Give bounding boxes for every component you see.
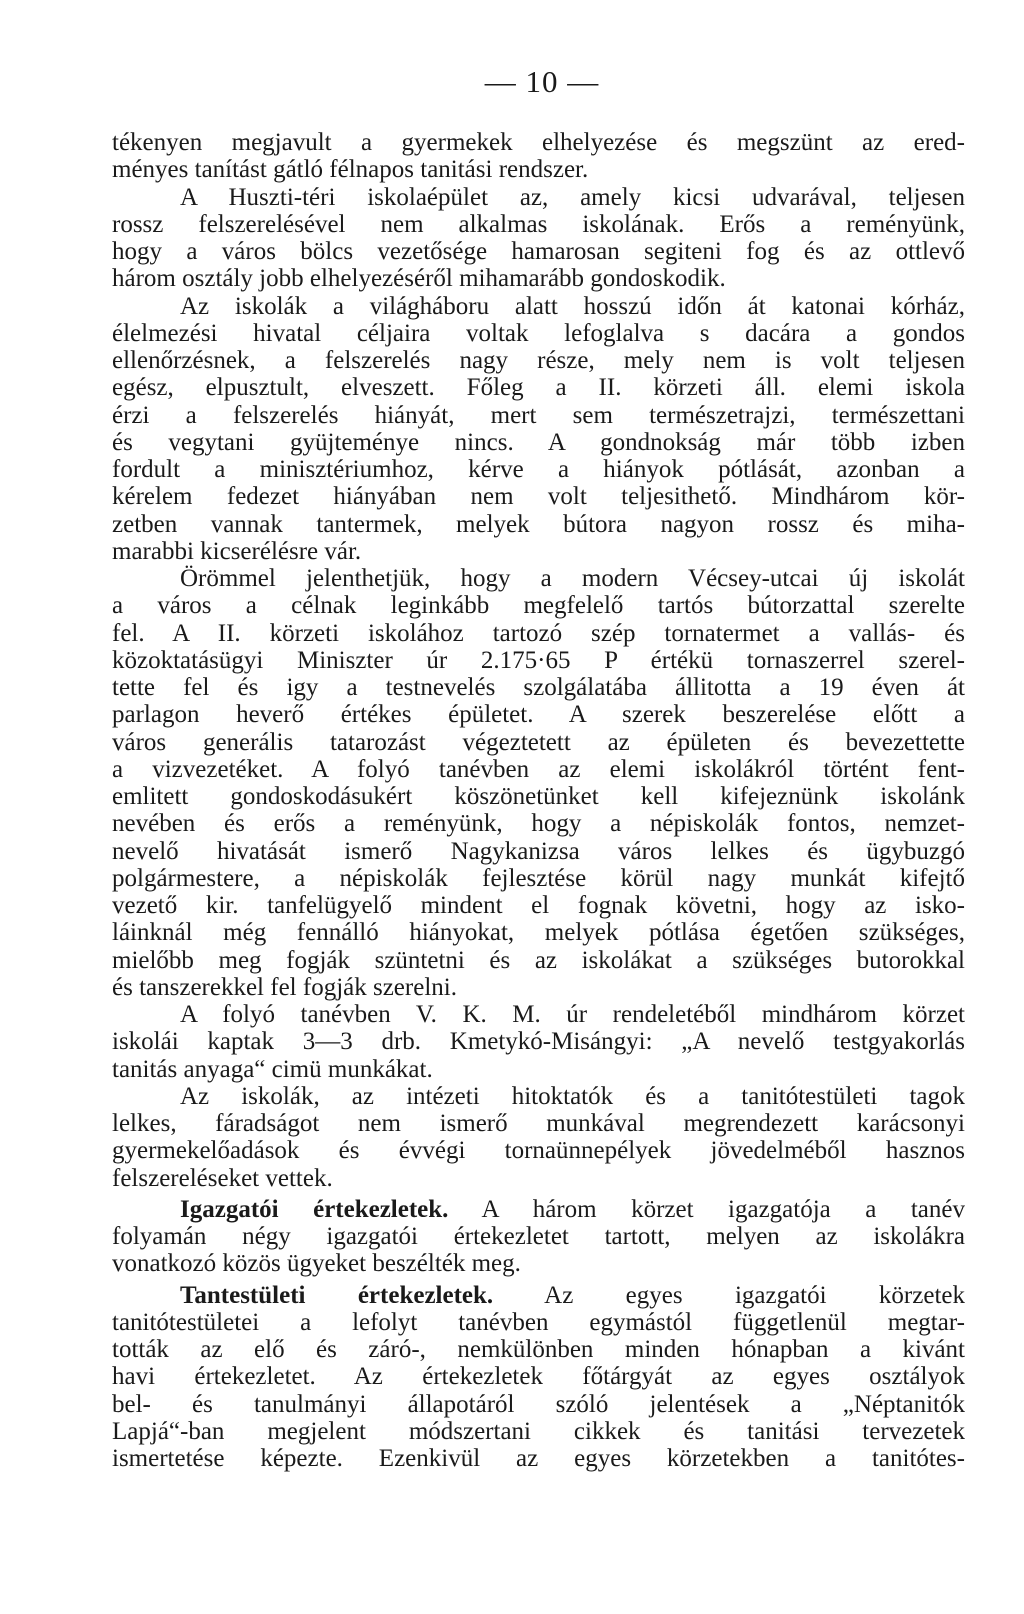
text-line: [112, 320, 965, 347]
line-text: ismertetése képezte. Ezenkivül az egyes körzetekben a tanitótes-: [112, 1445, 965, 1472]
line-text: felszereléseket vettek.: [112, 1164, 333, 1192]
line-text: tékenyen megjavult a gyermekek elhelyezése és megszünt az ered-: [112, 129, 965, 156]
section-run-in-heading: Igazgatói értekezletek.: [180, 1195, 449, 1223]
section-run-in-heading: Tantestületi értekezletek.: [180, 1281, 494, 1309]
line-text: zetben vannak tantermek, melyek bútora nagyon rossz és miha-: [112, 510, 965, 538]
text-line: [112, 974, 965, 1001]
text-line: [112, 374, 965, 401]
line-text: kérelem fedezet hiányában nem volt teljesithető. Mindhárom kör-: [112, 483, 965, 511]
text-line: [112, 1363, 965, 1390]
line-text: és vegytani gyüjteménye nincs. A gondnokság már több izben: [112, 428, 965, 456]
line-text: érzi a felszerelés hiányát, mert sem természetrajzi, természettani: [112, 401, 965, 429]
text-line: [112, 1196, 965, 1223]
line-text: Örömmel jelenthetjük, hogy a modern Vécsey-utcai új iskolát: [180, 565, 965, 592]
text-line: [112, 184, 965, 211]
text-line: [112, 592, 965, 619]
text-line: [112, 347, 965, 374]
line-text: tette fel és igy a testnevelés szolgálatába állitotta a 19 éven át: [112, 674, 965, 701]
text-line: [112, 429, 965, 456]
text-line: [112, 701, 965, 728]
text-line: [112, 729, 965, 756]
text-line: [112, 783, 965, 810]
text-line: [112, 1282, 965, 1309]
text-line: [112, 483, 965, 510]
text-line: [112, 1028, 965, 1055]
text-line: [112, 838, 965, 865]
line-text: és tanszerekkel fel fogják szerelni.: [112, 973, 457, 1001]
line-text: gyermekelőadások és évvégi tornaünnepélyek jövedelméből hasznos: [112, 1137, 965, 1165]
text-line: [112, 538, 965, 565]
line-text: láinknál még fennálló hiányokat, melyek pótlása égetően szükséges,: [112, 919, 965, 947]
text-line: [112, 565, 965, 592]
line-text: Az iskolák a világháboru alatt hosszú időn át katonai kórház,: [180, 292, 965, 320]
text-line: [112, 1056, 965, 1083]
line-text: fordult a minisztériumhoz, kérve a hiányok pótlását, azonban a: [112, 456, 965, 483]
text-line: [112, 674, 965, 701]
text-line: [112, 265, 965, 292]
text-line: [112, 756, 965, 783]
line-text: város generális tatarozást végeztetett az épületen és bevezettette: [112, 728, 965, 756]
text-line: [112, 1110, 965, 1137]
line-text: hogy a város bölcs vezetősége hamarosan segiteni fog és az ottlevő: [112, 238, 965, 265]
page-number: — 10 —: [484, 64, 600, 99]
text-line: [112, 1137, 965, 1164]
line-text: vezető kir. tanfelügyelő mindent el fognak követni, hogy az isko-: [112, 892, 965, 919]
text-line: [112, 1083, 965, 1110]
text-line: [112, 810, 965, 837]
line-text: A folyó tanévben V. K. M. úr rendeletéből mindhárom körzet: [180, 1001, 965, 1028]
text-line: [112, 1418, 965, 1445]
text-line: [112, 947, 965, 974]
line-text: Az iskolák, az intézeti hitoktatók és a tanitótestületi tagok: [180, 1082, 965, 1110]
text-line: [112, 293, 965, 320]
line-text: tanitótestületei a lefolyt tanévben egymástól függetlenül megtar-: [112, 1308, 965, 1336]
line-text: iskolái kaptak 3—3 drb. Kmetykó-Misángyi: „A nevelő testgyakorlás: [112, 1028, 965, 1056]
line-text: nevében és erős a reményünk, hogy a népiskolák fontos, nemzet-: [112, 810, 965, 838]
text-line: [112, 1165, 965, 1192]
line-text: rossz felszerelésével nem alkalmas iskolának. Erős a reményünk,: [112, 210, 965, 238]
line-text: lelkes, fáradságot nem ismerő munkával megrendezett karácsonyi: [112, 1110, 965, 1137]
line-text: bel- és tanulmányi állapotáról szóló jelentések a „Néptanitók: [112, 1390, 965, 1418]
line-text: polgármestere, a népiskolák fejlesztése körül nagy munkát kifejtő: [112, 864, 965, 892]
line-text: a város a célnak leginkább megfelelő tartós bútorzattal szerelte: [112, 592, 965, 620]
text-line: [112, 1336, 965, 1363]
text-line: [112, 129, 965, 156]
text-line: [112, 1309, 965, 1336]
body-text: [112, 129, 965, 1472]
text-line: [112, 1223, 965, 1250]
line-text: élelmezési hivatal céljaira voltak lefoglalva s dacára a gondos: [112, 319, 965, 347]
text-line: [112, 1001, 965, 1028]
line-text: egész, elpusztult, elveszett. Főleg a II. körzeti áll. elemi iskola: [112, 374, 965, 402]
line-text: nevelő hivatását ismerő Nagykanizsa város lelkes és ügybuzgó: [112, 837, 965, 865]
line-text: havi értekezletet. Az értekezletek főtárgyát az egyes osztályok: [112, 1363, 965, 1391]
line-text: vonatkozó közös ügyeket beszélték meg.: [112, 1250, 521, 1278]
line-text: közoktatásügyi Miniszter úr 2.175·65 P értékü tornaszerrel szerel-: [112, 646, 965, 674]
line-text: három osztály jobb elhelyezéséről mihamarább gondoskodik.: [112, 265, 726, 293]
line-text: parlagon heverő értékes épületet. A szerek beszerelése előtt a: [112, 701, 965, 729]
line-text: Az egyes igazgatói körzetek: [493, 1281, 965, 1309]
text-line: [112, 647, 965, 674]
text-line: [112, 892, 965, 919]
line-text: marabbi kicserélésre vár.: [112, 537, 362, 565]
line-text: ményes tanítást gátló félnapos tanitási rendszer.: [112, 156, 589, 184]
text-line: [112, 1391, 965, 1418]
line-text: tanitás anyaga“ cimü munkákat.: [112, 1055, 433, 1083]
line-text: ellenőrzésnek, a felszerelés nagy része, mely nem is volt teljesen: [112, 347, 965, 374]
text-line: [112, 1445, 965, 1472]
text-line: [112, 511, 965, 538]
line-text: a vizvezetéket. A folyó tanévben az elemi iskolákról történt fent-: [112, 755, 965, 783]
text-line: [112, 865, 965, 892]
line-text: mielőbb meg fogják szüntetni és az iskolákat a szükséges butorokkal: [112, 946, 965, 974]
text-line: [112, 156, 965, 183]
text-line: [112, 919, 965, 946]
text-line: [112, 211, 965, 238]
text-line: [112, 238, 965, 265]
line-text: folyamán négy igazgatói értekezletet tartott, melyen az iskolákra: [112, 1223, 965, 1250]
line-text: fel. A II. körzeti iskolához tartozó szép tornatermet a vallás- és: [112, 619, 965, 647]
text-line: [112, 620, 965, 647]
line-text: A Huszti-téri iskolaépület az, amely kicsi udvarával, teljesen: [180, 183, 965, 211]
line-text: tották az elő és záró-, nemkülönben minden hónapban a kivánt: [112, 1336, 965, 1363]
line-text: Lapjá“-ban megjelent módszertani cikkek és tanitási tervezetek: [112, 1417, 965, 1445]
text-line: [112, 402, 965, 429]
line-text: emlitett gondoskodásukért köszönetünket kell kifejeznünk iskolánk: [112, 783, 965, 810]
line-text: A három körzet igazgatója a tanév: [448, 1195, 965, 1223]
text-line: [112, 456, 965, 483]
text-line: [112, 1250, 965, 1277]
